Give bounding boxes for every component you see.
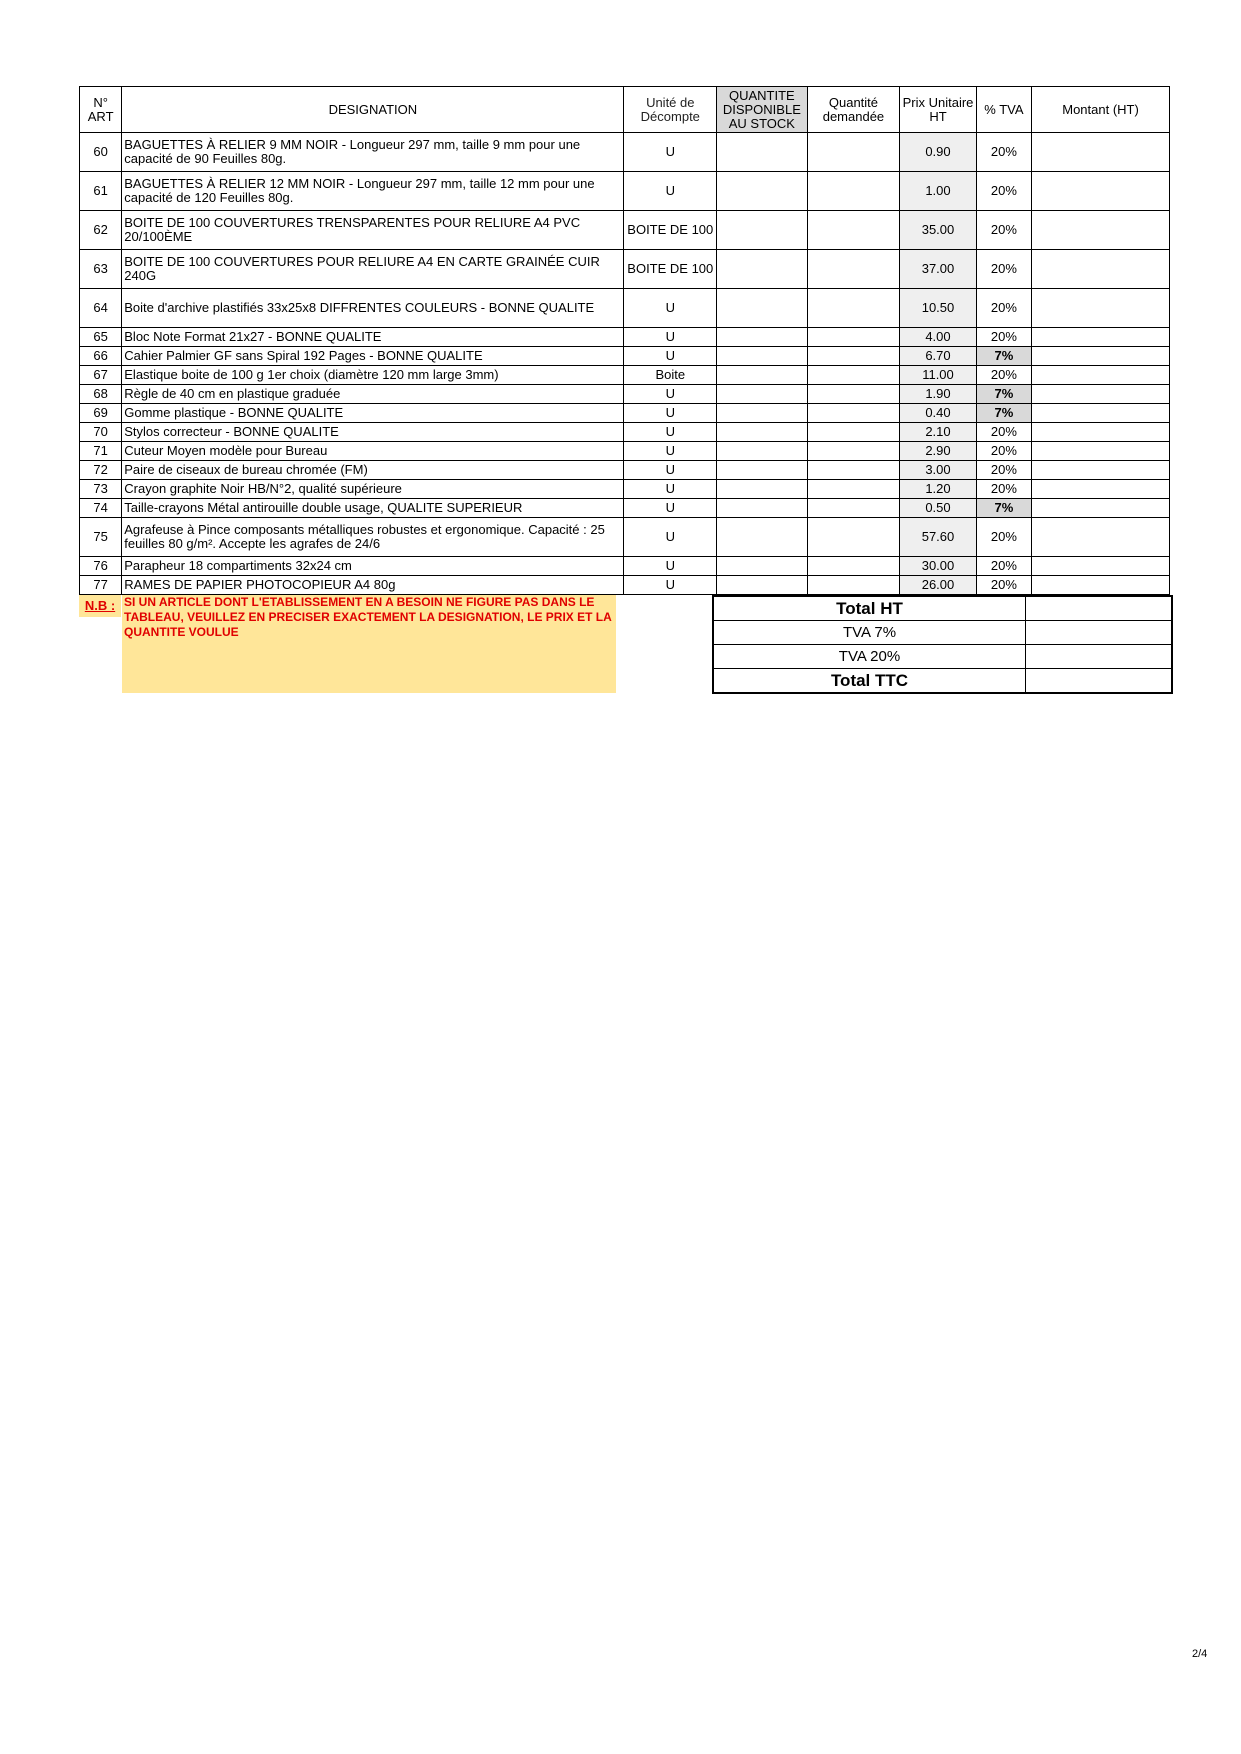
item-unit: U <box>624 499 717 518</box>
amount-cell[interactable] <box>1032 366 1170 385</box>
amount-cell[interactable] <box>1032 172 1170 211</box>
table-row <box>80 576 1170 595</box>
unit-price: 3.00 <box>900 461 976 480</box>
table-row <box>80 366 1170 385</box>
tva-rate: 20% <box>976 518 1031 557</box>
header-amount: Montant (HT) <box>1032 87 1170 133</box>
stock-quantity-cell[interactable] <box>717 289 808 328</box>
table-header-row <box>80 87 1170 133</box>
item-unit: Boite <box>624 366 717 385</box>
table-row <box>80 328 1170 347</box>
article-number: 74 <box>80 499 122 518</box>
item-designation: Taille-crayons Métal antirouille double usage, QUALITE SUPERIEUR <box>122 499 624 518</box>
requested-quantity-cell[interactable] <box>807 347 900 366</box>
unit-price: 4.00 <box>900 328 976 347</box>
tva-rate: 20% <box>976 442 1031 461</box>
tva-rate: 20% <box>976 250 1031 289</box>
item-unit: U <box>624 172 717 211</box>
amount-cell[interactable] <box>1032 518 1170 557</box>
unit-price: 57.60 <box>900 518 976 557</box>
requested-quantity-cell[interactable] <box>807 328 900 347</box>
item-designation: BOITE DE 100 COUVERTURES POUR RELIURE A4 EN CARTE GRAINÉE CUIR 240G <box>122 250 624 289</box>
tva-rate: 20% <box>976 423 1031 442</box>
item-designation: Cuteur Moyen modèle pour Bureau <box>122 442 624 461</box>
page-number: 2/4 <box>1192 1648 1208 1660</box>
tva-rate: 20% <box>976 557 1031 576</box>
tva-rate: 7% <box>976 404 1031 423</box>
amount-cell[interactable] <box>1032 461 1170 480</box>
stock-quantity-cell[interactable] <box>717 211 808 250</box>
tva-rate: 20% <box>976 366 1031 385</box>
total-ht-row <box>713 596 1172 621</box>
unit-price: 26.00 <box>900 576 976 595</box>
stock-quantity-cell[interactable] <box>717 404 808 423</box>
amount-cell[interactable] <box>1032 211 1170 250</box>
stock-quantity-cell[interactable] <box>717 366 808 385</box>
item-unit: U <box>624 442 717 461</box>
item-designation: Paire de ciseaux de bureau chromée (FM) <box>122 461 624 480</box>
tva20-value[interactable] <box>1026 645 1173 669</box>
unit-price: 1.00 <box>900 172 976 211</box>
amount-cell[interactable] <box>1032 328 1170 347</box>
tva-rate: 7% <box>976 499 1031 518</box>
unit-price: 1.90 <box>900 385 976 404</box>
article-number: 68 <box>80 385 122 404</box>
stock-quantity-cell[interactable] <box>717 518 808 557</box>
article-number: 62 <box>80 211 122 250</box>
unit-price: 6.70 <box>900 347 976 366</box>
table-row <box>80 557 1170 576</box>
article-number: 76 <box>80 557 122 576</box>
requested-quantity-cell[interactable] <box>807 518 900 557</box>
table-row <box>80 404 1170 423</box>
stock-quantity-cell[interactable] <box>717 133 808 172</box>
table-row <box>80 461 1170 480</box>
tva-rate: 20% <box>976 461 1031 480</box>
stock-quantity-cell[interactable] <box>717 328 808 347</box>
unit-price: 2.10 <box>900 423 976 442</box>
item-unit: U <box>624 557 717 576</box>
item-designation: Parapheur 18 compartiments 32x24 cm <box>122 557 624 576</box>
amount-cell[interactable] <box>1032 289 1170 328</box>
amount-cell[interactable] <box>1032 385 1170 404</box>
item-designation: Cahier Palmier GF sans Spiral 192 Pages - BONNE QUALITE <box>122 347 624 366</box>
amount-cell[interactable] <box>1032 576 1170 595</box>
unit-price: 0.50 <box>900 499 976 518</box>
stock-quantity-cell[interactable] <box>717 576 808 595</box>
tva-rate: 20% <box>976 172 1031 211</box>
unit-price: 11.00 <box>900 366 976 385</box>
header-unit: Unité de Décompte <box>624 87 717 133</box>
unit-price: 37.00 <box>900 250 976 289</box>
article-number: 67 <box>80 366 122 385</box>
item-designation: BAGUETTES À RELIER 12 MM NOIR - Longueur 297 mm, taille 12 mm pour une capacité de 120 Feuilles 80g. <box>122 172 624 211</box>
unit-price: 1.20 <box>900 480 976 499</box>
totals-table <box>712 595 1173 694</box>
stock-quantity-cell[interactable] <box>717 172 808 211</box>
amount-cell[interactable] <box>1032 480 1170 499</box>
item-designation: Stylos correcteur - BONNE QUALITE <box>122 423 624 442</box>
requested-quantity-cell[interactable] <box>807 499 900 518</box>
item-designation: Crayon graphite Noir HB/N°2, qualité supérieure <box>122 480 624 499</box>
table-row <box>80 518 1170 557</box>
tva-rate: 20% <box>976 211 1031 250</box>
table-row <box>80 250 1170 289</box>
item-designation: BAGUETTES À RELIER 9 MM NOIR - Longueur 297 mm, taille 9 mm pour une capacité de 90 Feuilles 80g. <box>122 133 624 172</box>
table-row <box>80 172 1170 211</box>
requested-quantity-cell[interactable] <box>807 557 900 576</box>
item-unit: U <box>624 423 717 442</box>
unit-price: 0.90 <box>900 133 976 172</box>
article-number: 71 <box>80 442 122 461</box>
item-designation: Elastique boite de 100 g 1er choix (diamètre 120 mm large 3mm) <box>122 366 624 385</box>
item-designation: Boite d'archive plastifiés 33x25x8 DIFFRENTES COULEURS - BONNE QUALITE <box>122 289 624 328</box>
header-quantity: Quantité demandée <box>807 87 900 133</box>
amount-cell[interactable] <box>1032 442 1170 461</box>
table-row <box>80 347 1170 366</box>
requested-quantity-cell[interactable] <box>807 133 900 172</box>
requested-quantity-cell[interactable] <box>807 366 900 385</box>
items-table-body <box>80 133 1170 595</box>
item-unit: BOITE DE 100 <box>624 211 717 250</box>
requested-quantity-cell[interactable] <box>807 442 900 461</box>
item-designation: Gomme plastique - BONNE QUALITE <box>122 404 624 423</box>
item-unit: U <box>624 576 717 595</box>
requested-quantity-cell[interactable] <box>807 250 900 289</box>
unit-price: 35.00 <box>900 211 976 250</box>
amount-cell[interactable] <box>1032 347 1170 366</box>
tva-rate: 20% <box>976 289 1031 328</box>
tva-rate: 20% <box>976 576 1031 595</box>
stock-quantity-cell[interactable] <box>717 423 808 442</box>
header-article-number: N° ART <box>80 87 122 133</box>
tva7-label: TVA 7% <box>713 621 1026 645</box>
total-ht-value[interactable] <box>1026 596 1173 621</box>
requested-quantity-cell[interactable] <box>807 480 900 499</box>
unit-price: 30.00 <box>900 557 976 576</box>
amount-cell[interactable] <box>1032 133 1170 172</box>
table-row <box>80 442 1170 461</box>
article-number: 60 <box>80 133 122 172</box>
article-number: 77 <box>80 576 122 595</box>
article-number: 66 <box>80 347 122 366</box>
requested-quantity-cell[interactable] <box>807 404 900 423</box>
order-sheet <box>79 86 1170 695</box>
stock-quantity-cell[interactable] <box>717 557 808 576</box>
item-unit: U <box>624 133 717 172</box>
stock-quantity-cell[interactable] <box>717 385 808 404</box>
item-unit: BOITE DE 100 <box>624 250 717 289</box>
stock-quantity-cell[interactable] <box>717 250 808 289</box>
item-designation: Agrafeuse à Pince composants métalliques robustes et ergonomique. Capacité : 25 feuilles 80 g/m². Accepte les agrafes de 24/6 <box>122 518 624 557</box>
article-number: 72 <box>80 461 122 480</box>
article-number: 70 <box>80 423 122 442</box>
table-row <box>80 133 1170 172</box>
article-number: 63 <box>80 250 122 289</box>
header-stock: QUANTITE DISPONIBLE AU STOCK <box>717 87 808 133</box>
article-number: 65 <box>80 328 122 347</box>
item-unit: U <box>624 328 717 347</box>
header-designation: DESIGNATION <box>122 87 624 133</box>
item-designation: RAMES DE PAPIER PHOTOCOPIEUR A4 80g <box>122 576 624 595</box>
article-number: 64 <box>80 289 122 328</box>
amount-cell[interactable] <box>1032 250 1170 289</box>
table-row <box>80 211 1170 250</box>
requested-quantity-cell[interactable] <box>807 576 900 595</box>
item-unit: U <box>624 385 717 404</box>
amount-cell[interactable] <box>1032 404 1170 423</box>
item-unit: U <box>624 480 717 499</box>
item-unit: U <box>624 518 717 557</box>
unit-price: 10.50 <box>900 289 976 328</box>
note-label: N.B : <box>79 595 121 617</box>
requested-quantity-cell[interactable] <box>807 172 900 211</box>
item-unit: U <box>624 461 717 480</box>
item-designation: Bloc Note Format 21x27 - BONNE QUALITE <box>122 328 624 347</box>
amount-cell[interactable] <box>1032 499 1170 518</box>
requested-quantity-cell[interactable] <box>807 385 900 404</box>
stock-quantity-cell[interactable] <box>717 499 808 518</box>
unit-price: 0.40 <box>900 404 976 423</box>
article-number: 61 <box>80 172 122 211</box>
header-tva: % TVA <box>976 87 1031 133</box>
requested-quantity-cell[interactable] <box>807 461 900 480</box>
stock-quantity-cell[interactable] <box>717 461 808 480</box>
requested-quantity-cell[interactable] <box>807 289 900 328</box>
unit-price: 2.90 <box>900 442 976 461</box>
tva7-value[interactable] <box>1026 621 1173 645</box>
article-number: 75 <box>80 518 122 557</box>
tva-rate: 7% <box>976 347 1031 366</box>
item-unit: U <box>624 404 717 423</box>
article-number: 69 <box>80 404 122 423</box>
amount-cell[interactable] <box>1032 423 1170 442</box>
item-unit: U <box>624 347 717 366</box>
total-ttc-value[interactable] <box>1026 669 1173 694</box>
tva7-row <box>713 621 1172 645</box>
footer-section <box>79 595 1170 695</box>
table-row <box>80 385 1170 404</box>
item-unit: U <box>624 289 717 328</box>
total-ht-label: Total HT <box>713 596 1026 621</box>
table-row <box>80 480 1170 499</box>
header-unit-price: Prix Unitaire HT <box>900 87 976 133</box>
stock-quantity-cell[interactable] <box>717 442 808 461</box>
note-text: SI UN ARTICLE DONT L'ETABLISSEMENT EN A BESOIN NE FIGURE PAS DANS LE TABLEAU, VEUILLEZ EN PRECISER EXACTEMENT LA DESIGNATION, LE PRIX ET LA QUANTITE VOULUE <box>122 595 616 693</box>
stock-quantity-cell[interactable] <box>717 347 808 366</box>
total-ttc-label: Total TTC <box>713 669 1026 694</box>
item-designation: Règle de 40 cm en plastique graduée <box>122 385 624 404</box>
tva-rate: 20% <box>976 328 1031 347</box>
items-table <box>79 86 1170 595</box>
table-row <box>80 499 1170 518</box>
total-ttc-row <box>713 669 1172 694</box>
tva20-row <box>713 645 1172 669</box>
tva-rate: 20% <box>976 133 1031 172</box>
article-number: 73 <box>80 480 122 499</box>
stock-quantity-cell[interactable] <box>717 480 808 499</box>
tva20-label: TVA 20% <box>713 645 1026 669</box>
tva-rate: 7% <box>976 385 1031 404</box>
tva-rate: 20% <box>976 480 1031 499</box>
table-row <box>80 289 1170 328</box>
requested-quantity-cell[interactable] <box>807 423 900 442</box>
table-row <box>80 423 1170 442</box>
item-designation: BOITE DE 100 COUVERTURES TRENSPARENTES POUR RELIURE A4 PVC 20/100ÈME <box>122 211 624 250</box>
amount-cell[interactable] <box>1032 557 1170 576</box>
requested-quantity-cell[interactable] <box>807 211 900 250</box>
